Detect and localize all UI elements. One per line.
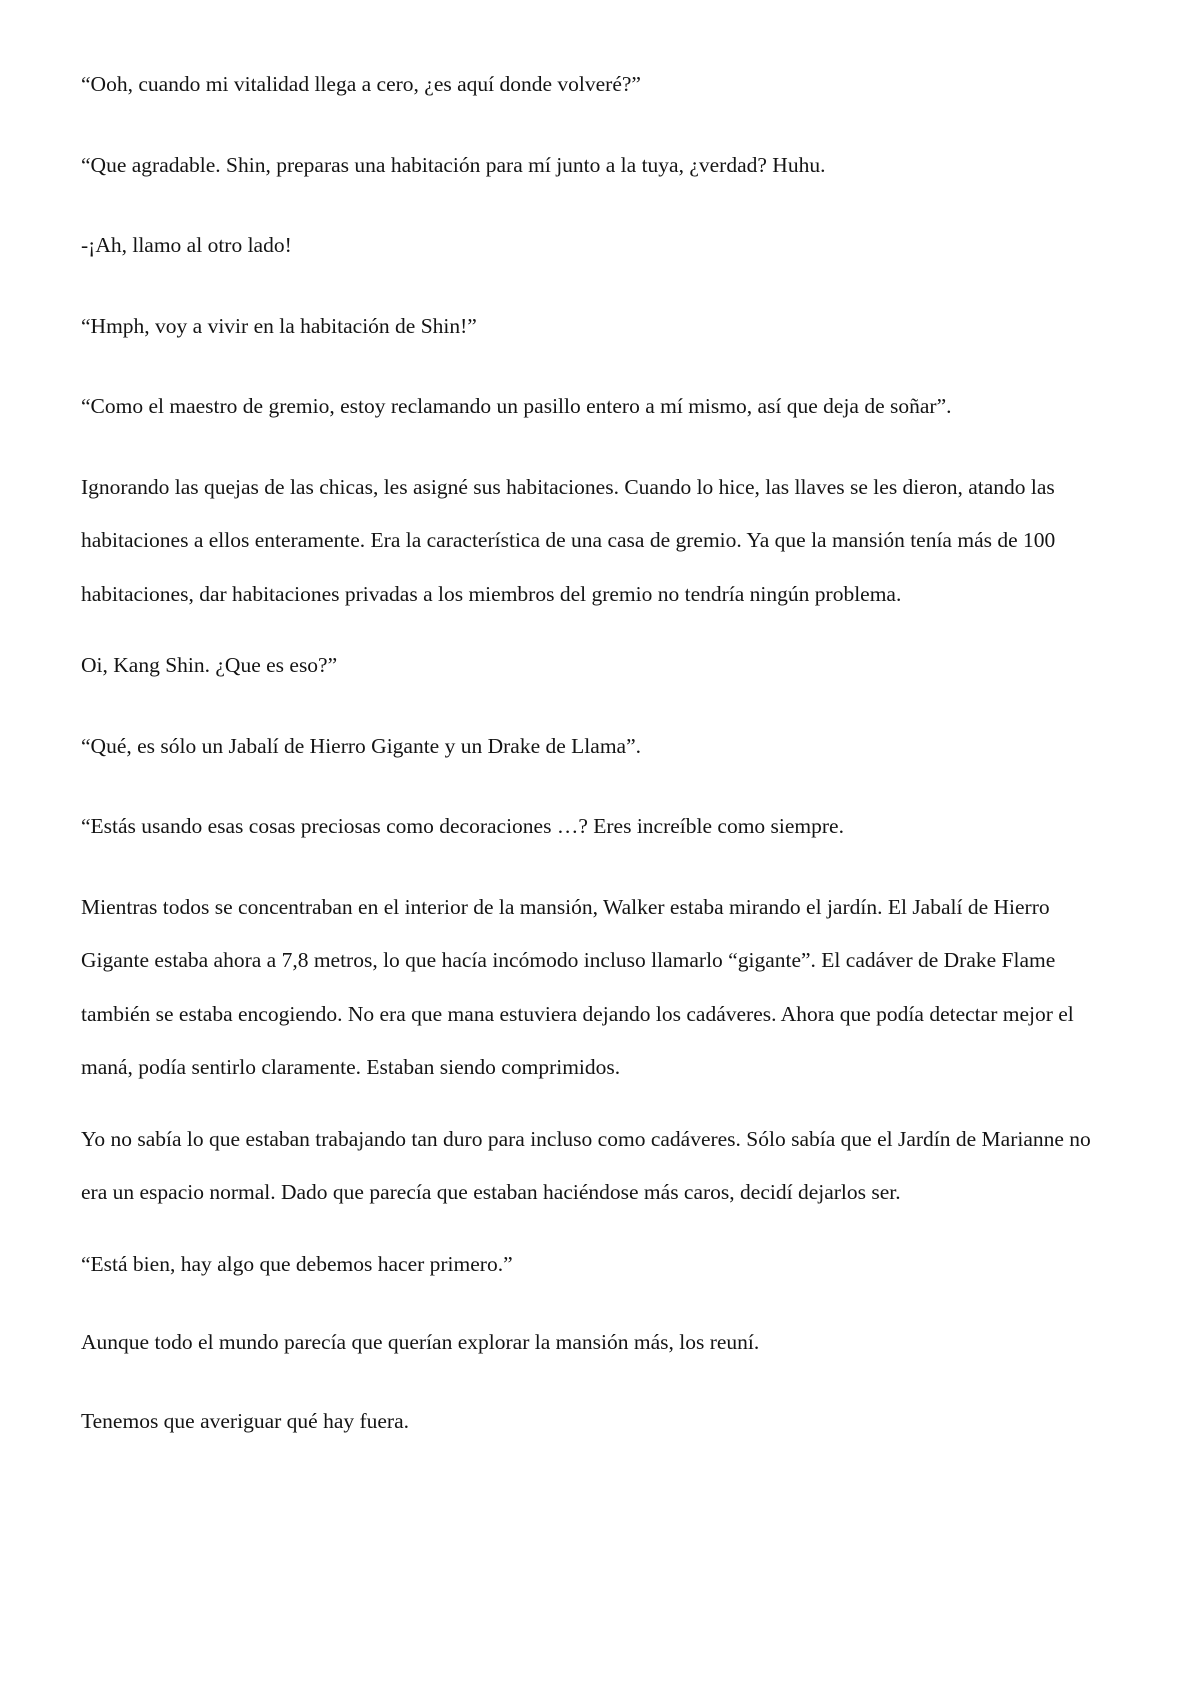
paragraph-8: “Qué, es sólo un Jabalí de Hierro Gigante y un Drake de Llama”.: [81, 733, 641, 758]
paragraph-13: Aunque todo el mundo parecía que querían explorar la mansión más, los reuní.: [81, 1330, 760, 1354]
paragraph-7: Oi, Kang Shin. ¿Que es eso?”: [81, 653, 338, 677]
paragraph-4: “Hmph, voy a vivir en la habitación de Shin!”: [81, 313, 477, 338]
paragraph-12: “Está bien, hay algo que debemos hacer primero.”: [81, 1251, 513, 1276]
paragraph-11: Yo no sabía lo que estaban trabajando tan duro para incluso como cadáveres. Sólo sabía que el Jardín de Marianne no era un espacio normal. Dado que parecía que estaban haciéndose más caros, decidí dejarlos ser.: [81, 1126, 1091, 1204]
paragraph-3: -¡Ah, llamo al otro lado!: [81, 233, 292, 257]
paragraph-14: Tenemos que averiguar qué hay fuera.: [81, 1408, 410, 1433]
paragraph-1: “Ooh, cuando mi vitalidad llega a cero, ¿es aquí donde volveré?”: [81, 72, 641, 96]
paragraph-5: “Como el maestro de gremio, estoy reclamando un pasillo entero a mí mismo, así que deja de soñar”.: [81, 394, 952, 418]
paragraph-9: “Estás usando esas cosas preciosas como decoraciones …? Eres increíble como siempre.: [81, 814, 844, 838]
paragraph-6: Ignorando las quejas de las chicas, les asigné sus habitaciones. Cuando lo hice, las llaves se les dieron, atando las habitaciones a ellos enteramente. Era la característica de una casa de gremio. Ya que la mansión tenía más de 100 habitaciones, dar habitaciones privadas a los miembros del gremio no tendría ningún problema.: [81, 474, 1056, 606]
paragraph-2: “Que agradable. Shin, preparas una habitación para mí junto a la tuya, ¿verdad? Huhu.: [81, 152, 826, 177]
document-body: [81, 58, 1121, 1448]
paragraph-10: Mientras todos se concentraban en el interior de la mansión, Walker estaba mirando el jardín. El Jabalí de Hierro Gigante estaba ahora a 7,8 metros, lo que hacía incómodo incluso llamarlo “gigante”. El cadáver de Drake Flame también se estaba encogiendo. No era que mana estuviera dejando los cadáveres. Ahora que podía detectar mejor el maná, podía sentirlo claramente. Estaban siendo comprimidos.: [81, 894, 1074, 1079]
